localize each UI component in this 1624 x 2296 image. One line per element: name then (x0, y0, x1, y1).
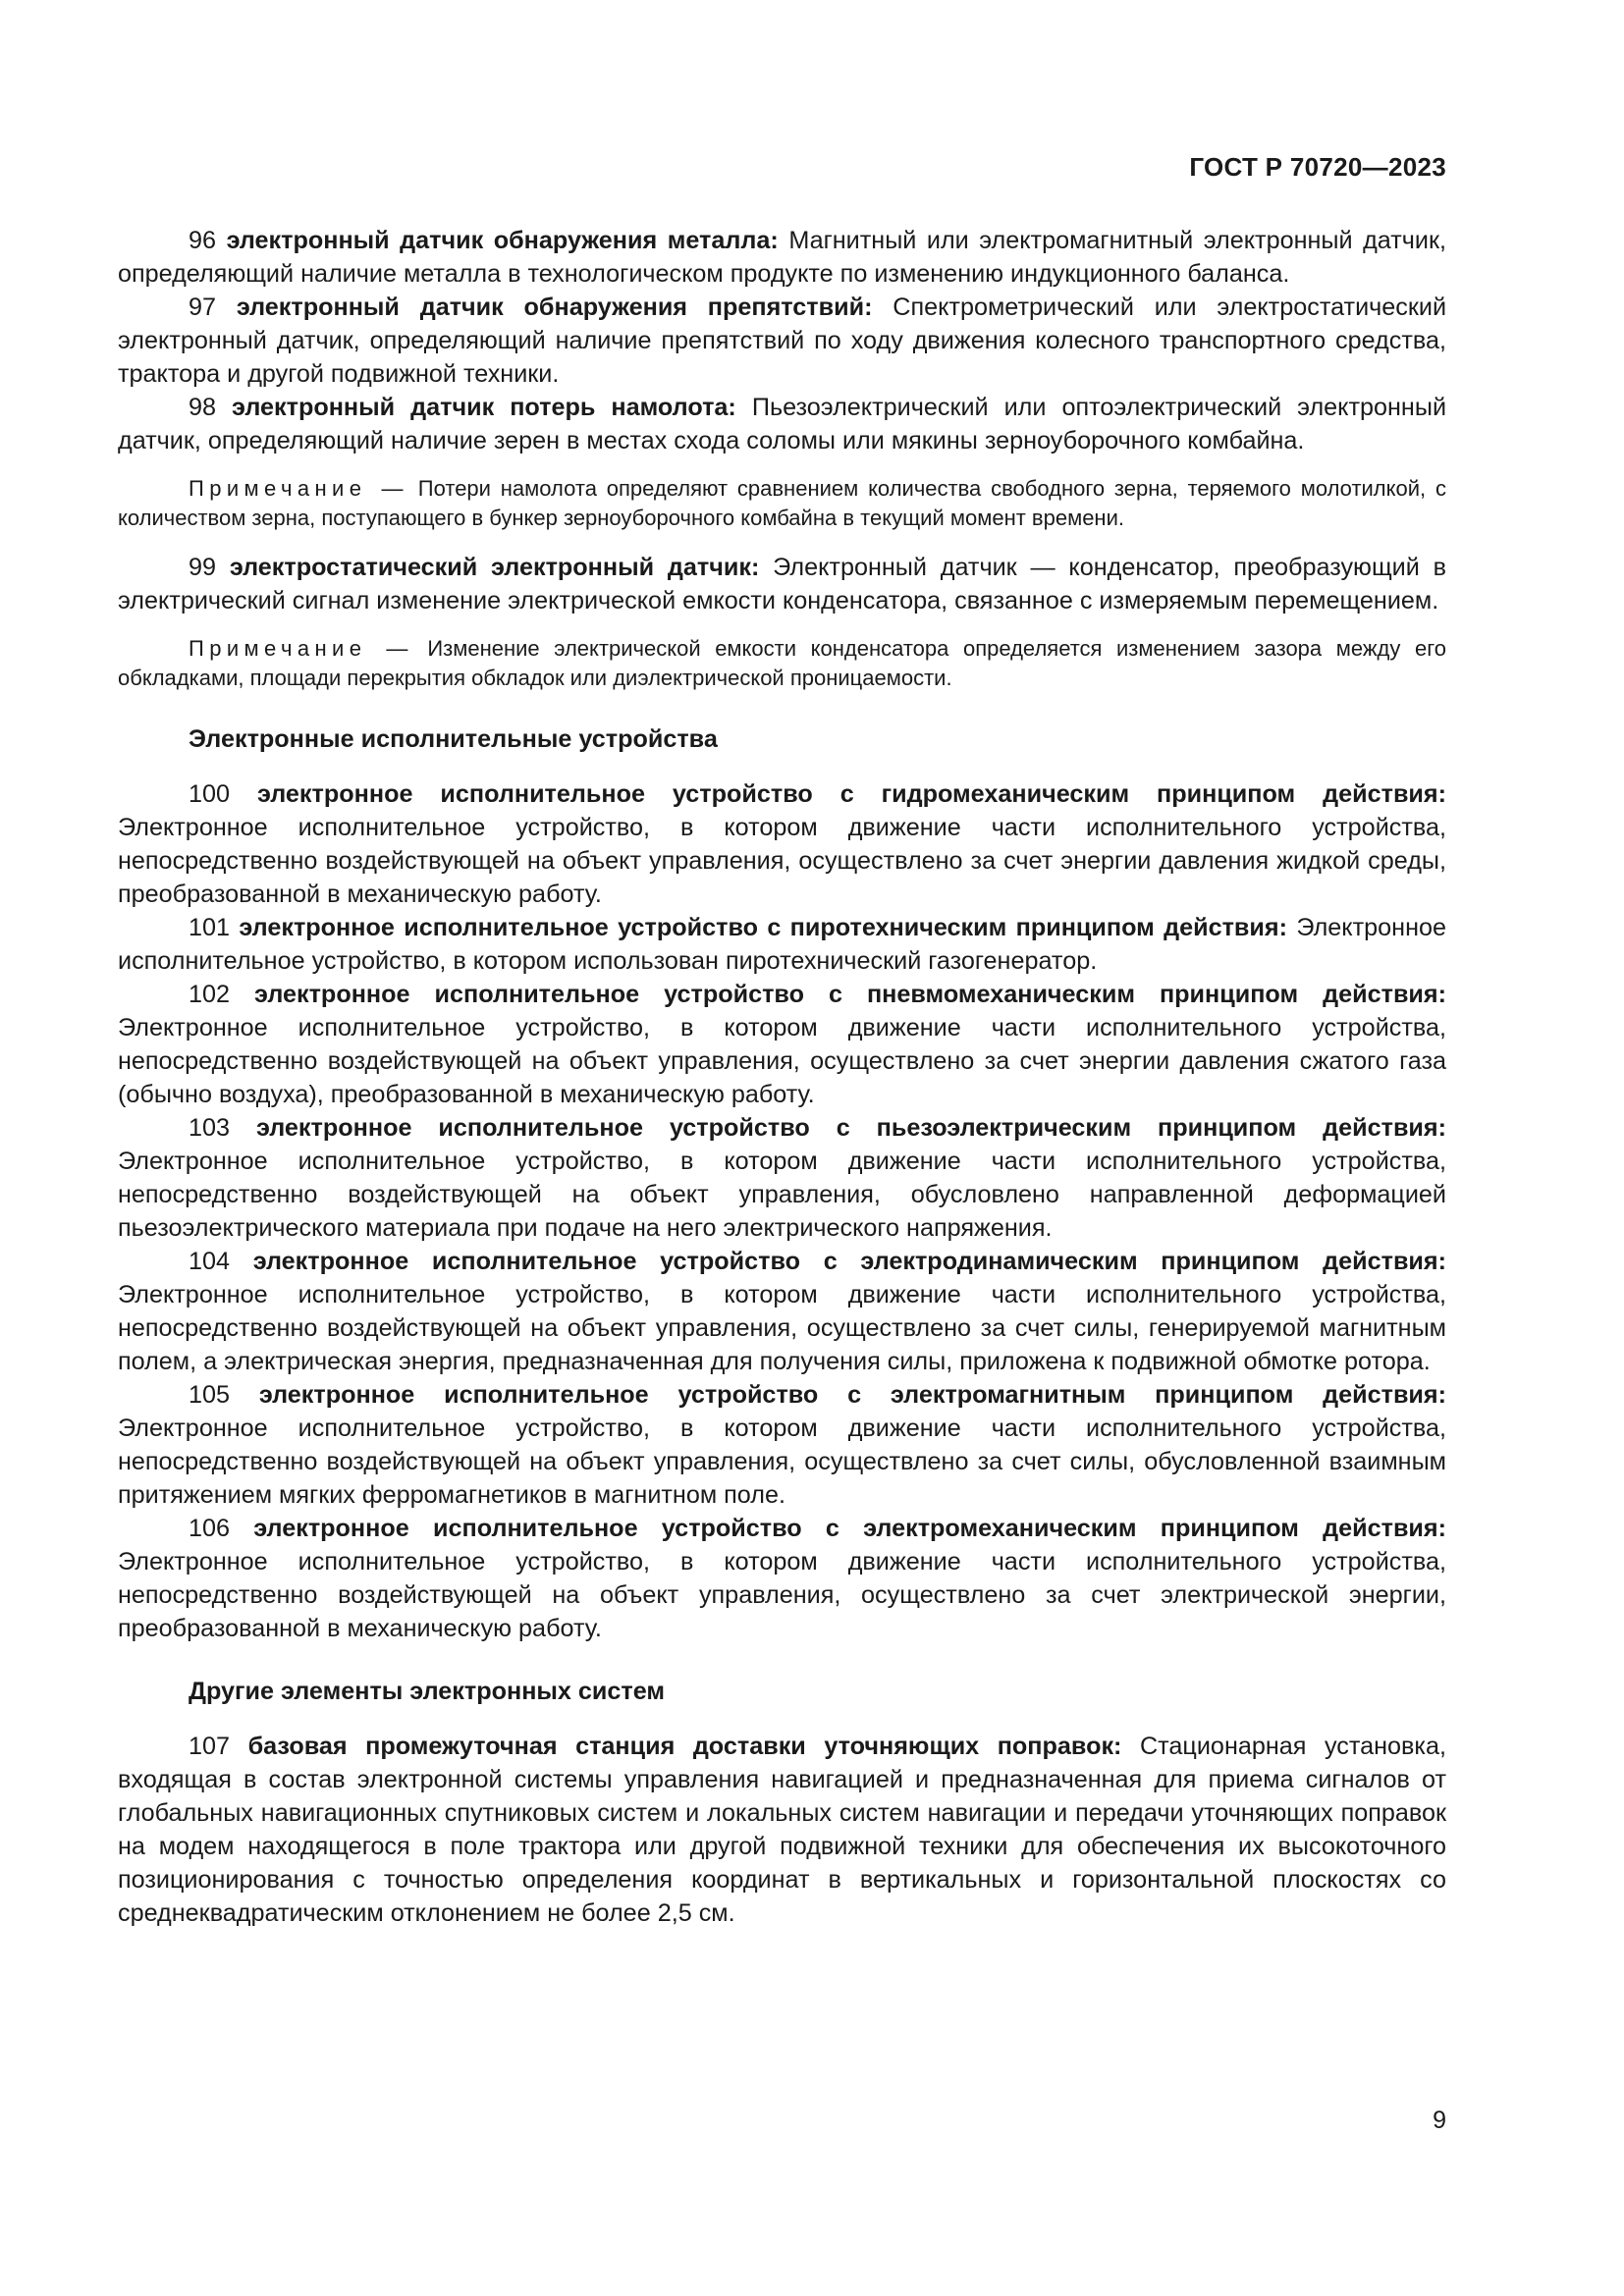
term-name: электронный датчик обнаружения препятствий: (236, 294, 873, 321)
term-entry-99 (118, 551, 1446, 617)
term-definition: Стационарная установка, входящая в состав электронной системы управления навигацией и предназначенная для приема сигналов от глобальных навигационных спутниковых систем и локальных систем навигации и передачи уточняющих поправок на модем находящегося в поле трактора или другой подвижной техники для обеспечения их высокоточного позиционирования с точностью определения координат в вертикальных и горизонтальной плоскостях со среднеквадратическим отклонением не более 2,5 см. (118, 1733, 1446, 1927)
term-entry-98 (118, 391, 1446, 457)
term-name: электронное исполнительное устройство с электромеханическим принципом действия: (253, 1515, 1447, 1542)
term-name: электронный датчик обнаружения металла: (226, 227, 779, 254)
term-entry-103 (118, 1111, 1446, 1245)
term-name: электронное исполнительное устройство с электродинамическим принципом действия: (252, 1248, 1446, 1275)
term-name: электронное исполнительное устройство с электромагнитным принципом действия: (258, 1381, 1446, 1409)
term-number: 104 (189, 1248, 231, 1275)
note-paragraph (118, 634, 1446, 693)
section-heading: Другие элементы электронных систем (189, 1678, 666, 1705)
term-number: 102 (189, 981, 231, 1008)
term-definition: Пьезоэлектрический или оптоэлектрический электронный датчик, определяющий наличие зерен в местах схода соломы или мякины зерноуборочного комбайна. (118, 394, 1447, 454)
term-definition: Электронное исполнительное устройство, в котором движение части исполнительного устройства, непосредственно воздействующей на объект управления, осуществлено за счет электрической энергии, преобразованной в механическую работу. (118, 1548, 1446, 1642)
term-definition: Спектрометрический или электростатический электронный датчик, определяющий наличие препятствий по ходу движения колесного транспортного средства, трактора и другой подвижной техники. (118, 294, 1447, 388)
note-text: Изменение электрической емкости конденсатора определяется изменением зазора между его обкладками, площади перекрытия обкладок или диэлектрической проницаемости. (118, 636, 1446, 690)
term-entry-104 (118, 1245, 1446, 1378)
term-number: 106 (189, 1515, 231, 1542)
term-name: электростатический электронный датчик: (229, 554, 760, 581)
term-entry-101 (118, 911, 1446, 978)
term-definition: Электронное исполнительное устройство, в котором движение части исполнительного устройства, непосредственно воздействующей на объект управления, осуществлено за счет энергии давления сжатого газа (обычно воздуха), преобразованной в механическую работу. (118, 1014, 1446, 1108)
term-definition: Магнитный или электромагнитный электронный датчик, определяющий наличие металла в технологическом продукте по изменению индукционного баланса. (118, 227, 1447, 288)
term-entry-100 (118, 777, 1446, 911)
note-label: Примечание — (189, 636, 413, 661)
term-number: 107 (189, 1733, 231, 1760)
term-number: 96 (189, 227, 217, 254)
note-paragraph (118, 474, 1446, 533)
term-number: 101 (189, 914, 231, 941)
term-definition: Электронное исполнительное устройство, в котором движение части исполнительного устройства, непосредственно воздействующей на объект управления, осуществлено за счет силы, обусловленной взаимным притяжением мягких ферромагнетиков в магнитном поле. (118, 1415, 1446, 1509)
term-entry-102 (118, 978, 1446, 1111)
term-number: 100 (189, 780, 231, 808)
term-number: 105 (189, 1381, 231, 1409)
term-name: электронный датчик потерь намолота: (232, 394, 736, 421)
term-definition: Электронное исполнительное устройство, в котором использован пиротехнический газогенератор. (118, 914, 1446, 975)
document-code-header: ГОСТ Р 70720—2023 (1189, 152, 1446, 182)
term-definition: Электронное исполнительное устройство, в котором движение части исполнительного устройства, непосредственно воздействующей на объект управления, осуществлено за счет силы, генерируемой магнитным полем, а электрическая энергия, предназначенная для получения силы, приложена к подвижной обмотке ротора. (118, 1281, 1446, 1375)
term-definition: Электронное исполнительное устройство, в котором движение части исполнительного устройства, непосредственно воздействующей на объект управления, осуществлено за счет энергии давления жидкой среды, преобразованной в механическую работу. (118, 814, 1446, 908)
term-name: электронное исполнительное устройство с пневмомеханическим принципом действия: (254, 981, 1446, 1008)
term-number: 103 (189, 1114, 231, 1142)
term-entry-105 (118, 1378, 1446, 1512)
term-definition: Электронный датчик — конденсатор, преобразующий в электрический сигнал изменение электрической емкости конденсатора, связанное с измеряемым перемещением. (118, 554, 1446, 614)
term-number: 99 (189, 554, 217, 581)
term-definition: Электронное исполнительное устройство, в котором движение части исполнительного устройства, непосредственно воздействующей на объект управления, обусловлено направленной деформацией пьезоэлектрического материала при подаче на него электрического напряжения. (118, 1148, 1446, 1242)
term-entry-107 (118, 1730, 1446, 1930)
term-name: электронное исполнительное устройство с гидромеханическим принципом действия: (256, 780, 1447, 808)
term-number: 97 (189, 294, 217, 321)
term-entry-97 (118, 291, 1446, 391)
term-entry-106 (118, 1512, 1446, 1645)
term-entry-96 (118, 224, 1446, 291)
note-label: Примечание — (189, 476, 408, 501)
note-text: Потери намолота определяют сравнением количества свободного зерна, теряемого молотилкой, с количеством зерна, поступающего в бункер зерноуборочного комбайна в текущий момент времени. (118, 476, 1446, 530)
term-name: базовая промежуточная станция доставки уточняющих поправок: (247, 1733, 1122, 1760)
term-name: электронное исполнительное устройство с пиротехническим принципом действия: (239, 914, 1287, 941)
document-body (118, 224, 1446, 1930)
term-number: 98 (189, 394, 217, 421)
section-heading: Электронные исполнительные устройства (189, 725, 718, 753)
term-name: электронное исполнительное устройство с пьезоэлектрическим принципом действия: (255, 1114, 1446, 1142)
page-number: 9 (1433, 2107, 1446, 2134)
